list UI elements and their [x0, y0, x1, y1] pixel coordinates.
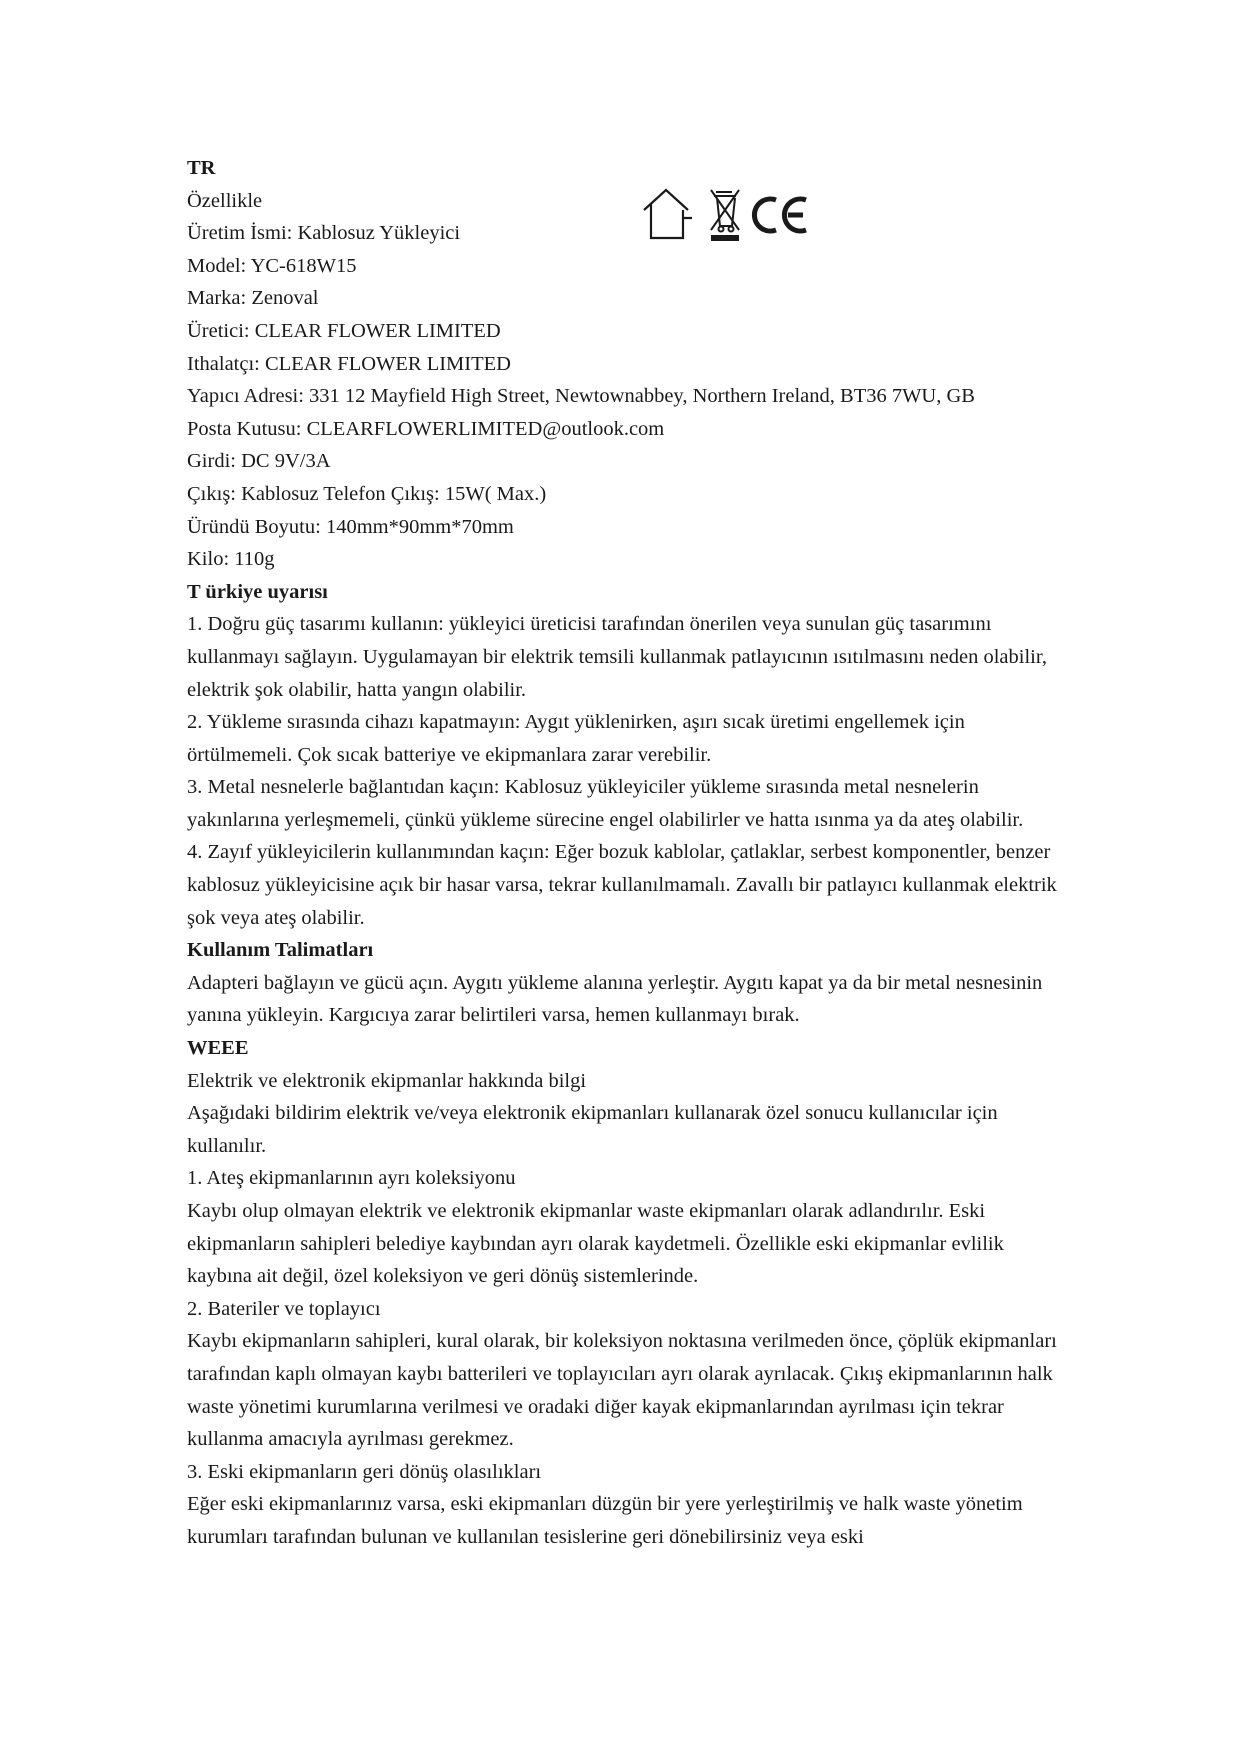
mailbox: Posta Kutusu: CLEARFLOWERLIMITED@outlook.com — [187, 417, 665, 440]
usage-heading: Kullanım Talimatları — [187, 939, 374, 962]
warning-section — [187, 576, 1067, 935]
language-heading: TR — [187, 157, 216, 179]
product-specs — [187, 152, 1067, 576]
weee-heading: WEEE — [187, 1037, 249, 1060]
weee-section — [187, 1032, 1067, 1554]
warning-item: 4. Zayıf yükleyicilerin kullanımından kaçın: Eğer bozuk kablolar, çatlaklar, serbest komponentler, benzer kablosuz yükleyicisine açık bir hasar varsa, tekrar kullanılmamalı. Zavallı bir patlayıcı kullanmak elektrik şok veya ateş olabilir. — [187, 841, 1057, 929]
weee-section-title: 3. Eski ekipmanların geri dönüş olasılıkları — [187, 1460, 542, 1483]
warning-item: 1. Doğru güç tasarımı kullanın: yükleyici üreticisi tarafından önerilen veya sunulan güç tasarımını kullanmayı sağlayın. Uygulamayan bir elektrik temsili kullanmak patlayıcının ısıtılmasını neden olabilir, elektrik şok olabilir, hatta yangın olabilir. — [187, 613, 1047, 701]
weee-section-text: Kaybı ekipmanların sahipleri, kural olarak, bir koleksiyon noktasına verilmeden önce, çöplük ekipmanları tarafından kaplı olmayan kaybı batterileri ve toplayıcıları ayrı olarak ayrılacak. Çıkış ekipmanlarının halk waste yönetimi kurumlarına verilmesi ve oradaki diğer kayak ekipmanlarından ayrılması için tekrar kullanma amacıyla ayrılması gerekmez. — [187, 1330, 1057, 1451]
document-body — [187, 152, 1067, 1554]
manufacturer: Üretici: CLEAR FLOWER LIMITED — [187, 319, 501, 342]
warning-item: 3. Metal nesnelerle bağlantıdan kaçın: Kablosuz yükleyiciler yükleme sırasında metal nesnelerin yakınlarına yerleşmemeli, çünkü yükleme sürecine engel olabilirler ve hatta ısınma ya da ateş olabilir. — [187, 776, 1024, 831]
product-name: Üretim İsmi: Kablosuz Yükleyici — [187, 222, 461, 245]
weee-subheading: Elektrik ve elektronik ekipmanlar hakkında bilgi — [187, 1069, 587, 1092]
model: Model: YC-618W15 — [187, 254, 357, 277]
manufacturer-address: Yapıcı Adresi: 331 12 Mayfield High Street, Newtownabbey, Northern Ireland, BT36 7WU, GB — [187, 385, 975, 408]
weee-section-text: Kaybı olup olmayan elektrik ve elektronik ekipmanlar waste ekipmanları olarak adlandırılır. Eski ekipmanların sahipleri belediye kaybından ayrı olarak kaydetmeli. Özellikle eski ekipmanlar evlilik kaybına ait değil, özel koleksiyon ve geri dönüş sistemlerinde. — [187, 1200, 1004, 1288]
weee-section-title: 2. Bateriler ve toplayıcı — [187, 1297, 381, 1320]
weee-section-title: 1. Ateş ekipmanlarının ayrı koleksiyonu — [187, 1167, 516, 1190]
importer: Ithalatçı: CLEAR FLOWER LIMITED — [187, 352, 511, 375]
usage-section — [187, 934, 1067, 1032]
features-label: Özellikle — [187, 189, 263, 212]
brand: Marka: Zenoval — [187, 287, 319, 310]
weee-section-text: Eğer eski ekipmanlarınız varsa, eski ekipmanları düzgün bir yere yerleştirilmiş ve halk waste yönetim kurumları tarafından bulunan ve kullanılan tesislerine geri dönebilirsiniz veya eski — [187, 1493, 1023, 1548]
input-rating: Girdi: DC 9V/3A — [187, 450, 331, 473]
warning-heading: T ürkiye uyarısı — [187, 580, 328, 603]
weee-intro: Aşağıdaki bildirim elektrik ve/veya elektronik ekipmanları kullanarak özel sonucu kullanıcılar için kullanılır. — [187, 1102, 998, 1157]
usage-text: Adapteri bağlayın ve gücü açın. Aygıtı yükleme alanına yerleştir. Aygıtı kapat ya da bir metal nesnesinin yanına yükleyin. Kargıcıya zarar belirtileri varsa, hemen kullanmayı bırak. — [187, 971, 1043, 1027]
product-weight: Kilo: 110g — [187, 548, 275, 571]
warning-item: 2. Yükleme sırasında cihazı kapatmayın: Aygıt yüklenirken, aşırı sıcak üretimi engellemek için örtülmemeli. Çok sıcak batteriye ve ekipmanlara zarar verebilir. — [187, 711, 965, 766]
product-size: Üründü Boyutu: 140mm*90mm*70mm — [187, 515, 514, 538]
output-rating: Çıkış: Kablosuz Telefon Çıkış: 15W( Max.) — [187, 482, 547, 505]
